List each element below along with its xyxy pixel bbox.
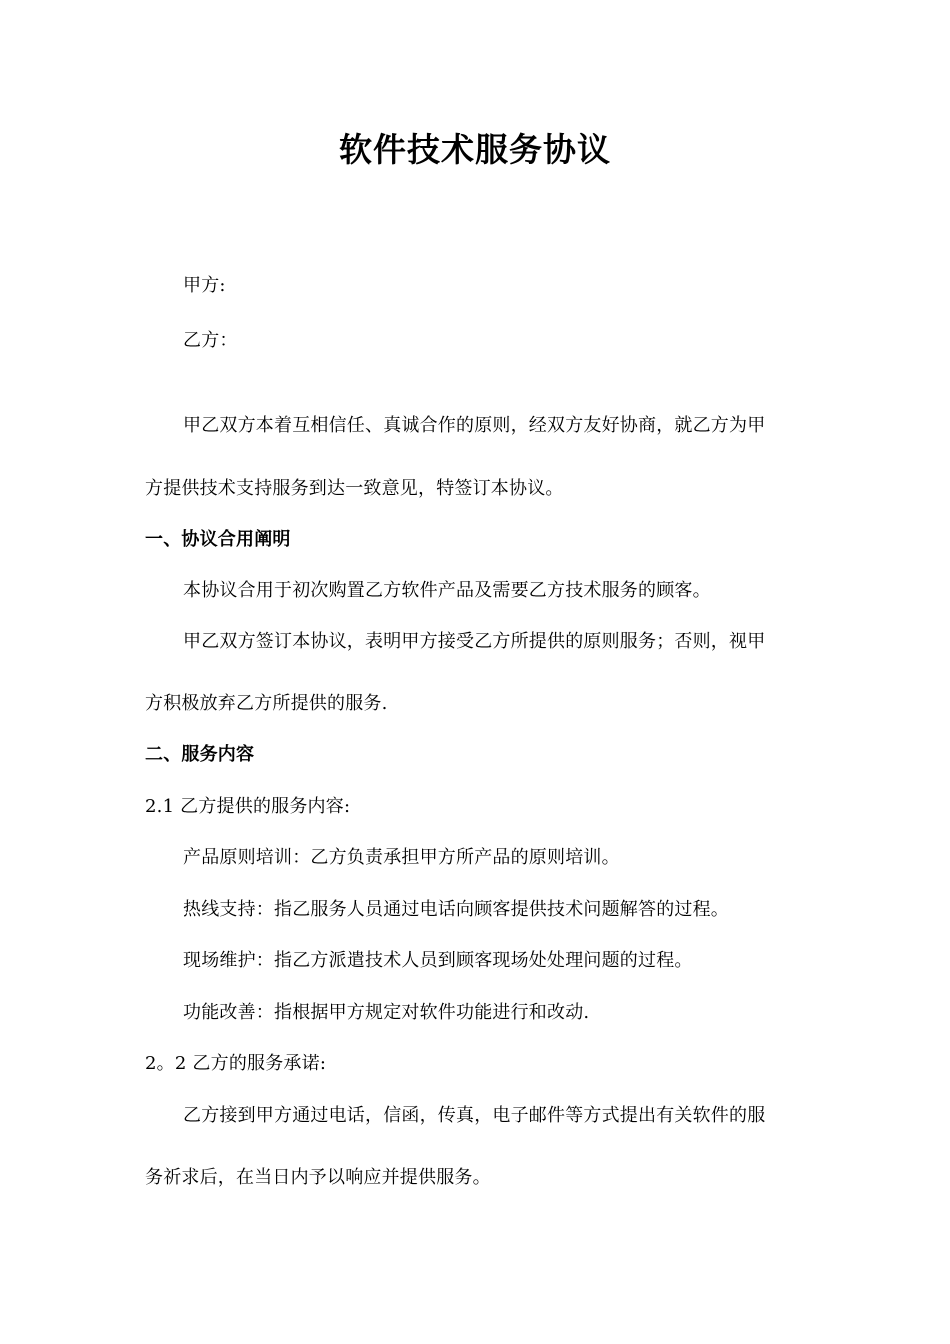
service-item-onsite: 现场维护：指乙方派遣技术人员到顾客现场处处理问题的过程。 [183,950,693,971]
service-item-training: 产品原则培训：乙方负责承担甲方所产品的原则培训。 [183,847,620,868]
party-b-label: 乙方： [183,330,238,351]
section-2-heading: 二、服务内容 [145,744,255,765]
section-2-subheading-1: 2.1 乙方提供的服务内容: [145,796,351,817]
section-1-paragraph-1: 本协议合用于初次购置乙方软件产品及需要乙方技术服务的顾客。 [183,580,711,601]
section-1-paragraph-2-line-1: 甲乙双方签订本协议，表明甲方接受乙方所提供的原则服务；否则，视甲 [183,631,766,652]
section-1-heading: 一、协议合用阐明 [145,529,291,550]
promise-line-2: 务祈求后，在当日内予以响应并提供服务。 [145,1167,491,1188]
promise-line-1: 乙方接到甲方通过电话，信函，传真，电子邮件等方式提出有关软件的服 [183,1105,766,1126]
intro-line-2: 方提供技术支持服务到达一致意见，特签订本协议。 [145,478,564,499]
service-item-hotline: 热线支持：指乙服务人员通过电话向顾客提供技术问题解答的过程。 [183,899,729,920]
section-2-subheading-2: 2。2 乙方的服务承诺: [145,1053,327,1074]
section-1-paragraph-2-line-2: 方积极放弃乙方所提供的服务. [145,693,388,714]
service-item-improvement: 功能改善：指根据甲方规定对软件功能进行和改动. [183,1002,590,1023]
document-title: 软件技术服务协议 [339,130,611,169]
intro-line-1: 甲乙双方本着互相信任、真诚合作的原则，经双方友好协商，就乙方为甲 [183,415,766,436]
party-a-label: 甲方: [183,275,226,296]
